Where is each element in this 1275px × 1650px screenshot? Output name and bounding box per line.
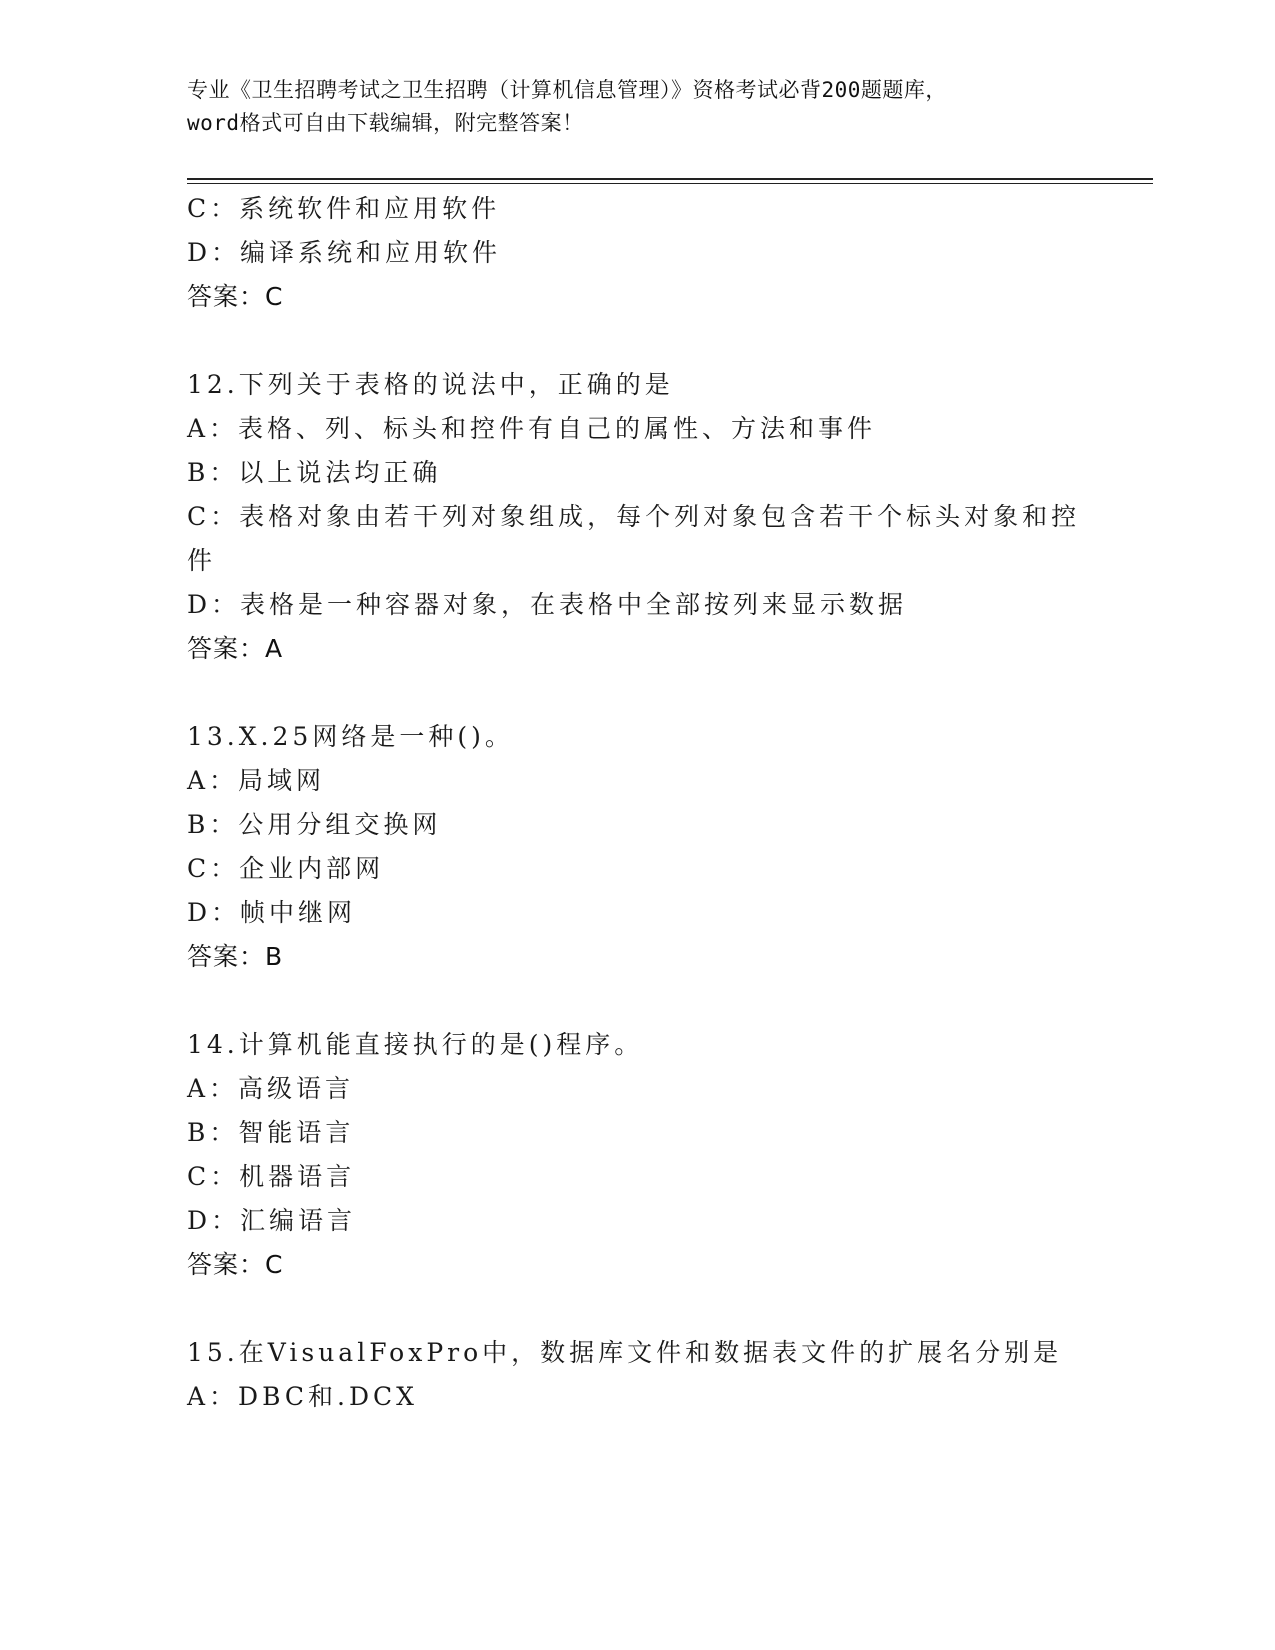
prev-question-answer: 答案：C (187, 282, 284, 311)
q12-option-c-line-1: C：表格对象由若干列对象组成，每个列对象包含若干个标头对象和控 (187, 502, 1081, 531)
header-title-line-1: 专业《卫生招聘考试之卫生招聘（计算机信息管理）》资格考试必背200题题库， (187, 78, 947, 102)
q12-option-c-line-2: 件 (187, 546, 217, 575)
header-divider-thick (187, 178, 1153, 180)
q12-answer: 答案：A (187, 634, 284, 663)
q14-stem: 14.计算机能直接执行的是()程序。 (187, 1030, 644, 1059)
q14-option-b: B：智能语言 (187, 1118, 355, 1147)
q13-option-a: A：局域网 (187, 766, 326, 795)
q13-stem: 13.X.25网络是一种()。 (187, 722, 514, 751)
q12-stem: 12.下列关于表格的说法中，正确的是 (187, 370, 674, 399)
q15-stem: 15.在VisualFoxPro中，数据库文件和数据表文件的扩展名分别是 (187, 1338, 1063, 1367)
q12-option-d: D：表格是一种容器对象，在表格中全部按列来显示数据 (187, 590, 908, 619)
prev-question-option-c: C：系统软件和应用软件 (187, 194, 501, 223)
q13-answer: 答案：B (187, 942, 284, 971)
q15-option-a: A：DBC和.DCX (187, 1382, 418, 1411)
q14-option-c: C：机器语言 (187, 1162, 356, 1191)
q12-option-a: A：表格、列、标头和控件有自己的属性、方法和事件 (187, 414, 877, 443)
document-header (187, 74, 1087, 140)
prev-question-option-d: D：编译系统和应用软件 (187, 238, 502, 267)
q14-option-d: D：汇编语言 (187, 1206, 357, 1235)
q14-option-a: A：高级语言 (187, 1074, 355, 1103)
q13-option-b: B：公用分组交换网 (187, 810, 442, 839)
q14-answer: 答案：C (187, 1250, 284, 1279)
q13-option-d: D：帧中继网 (187, 898, 357, 927)
q13-option-c: C：企业内部网 (187, 854, 385, 883)
q12-option-b: B：以上说法均正确 (187, 458, 442, 487)
header-divider-thin (187, 183, 1153, 184)
header-title-line-2: word格式可自由下载编辑，附完整答案！ (187, 111, 584, 135)
